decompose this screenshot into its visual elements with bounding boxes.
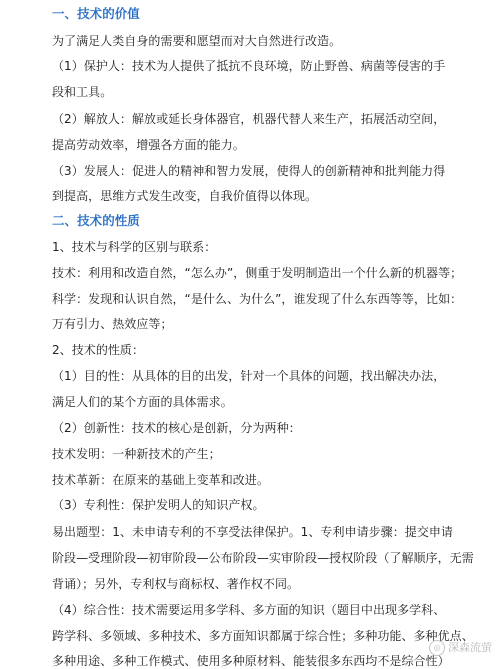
section-heading: 二、技术的性质 <box>52 213 140 228</box>
text-line: 技术革新：在原来的基础上变革和改进。 <box>52 473 269 487</box>
text-line: （2）创新性：技术的核心是创新，分为两种： <box>52 421 301 435</box>
watermark-text: 深森流萤 <box>448 641 492 654</box>
text-line: （4）综合性：技术需要运用多学科、多方面的知识（题目中出现多学科、 <box>52 603 446 617</box>
text-line: 2、技术的性质： <box>52 343 145 357</box>
text-line: 万有引力、热效应等； <box>52 317 173 331</box>
text-line: 到提高，思维方式发生改变，自我价值得以体现。 <box>52 189 318 203</box>
text-line: 技术：利用和改造自然，“怎么办”，侧重于发明制造出一个什么新的机器等； <box>52 266 463 280</box>
text-line: 背诵）；另外，专利权与商标权、著作权不同。 <box>52 577 300 591</box>
text-line: 1、技术与科学的区别与联系： <box>52 240 217 254</box>
text-line: 科学：发现和认识自然，“是什么、为什么”，谁发现了什么东西等等，比如： <box>52 292 463 306</box>
text-line: 易出题型：1、未申请专利的不享受法律保护。1、专利申请步骤：提交申请 <box>52 525 453 539</box>
section-heading: 一、技术的价值 <box>52 6 140 21</box>
text-line: 为了满足人类自身的需要和愿望而对大自然进行改造。 <box>52 34 342 48</box>
text-line: 提高劳动效率，增强各方面的能力。 <box>52 138 245 152</box>
text-line: 满足人们的某个方面的具体需求。 <box>52 395 233 409</box>
text-line: 技术发明：一种新技术的产生； <box>52 447 221 461</box>
text-line: （2）解放人：解放或延长身体器官，机器代替人来生产，拓展活动空间， <box>52 112 446 126</box>
text-line: 多种用途、多种工作模式、使用多种原材料、能装很多东西均不是综合性） <box>52 654 450 668</box>
text-line: （1）目的性：从具体的目的出发，针对一个具体的问题，找出解决办法， <box>52 369 446 383</box>
text-line: （3）专利性：保护发明人的知识产权。 <box>52 498 265 512</box>
text-line: 阶段—受理阶段—初审阶段—公布阶段—实审阶段—授权阶段（了解顺序，无需 <box>52 551 474 565</box>
watermark <box>429 640 492 656</box>
text-line: （3）发展人：促进人的精神和智力发展，使得人的创新精神和批判能力得 <box>52 164 446 178</box>
text-line: （1）保护人：技术为人提供了抵抗不良环境，防止野兽、病菌等侵害的手 <box>52 59 446 73</box>
text-line: 跨学科、多领域、多种技术、多方面知识都属于综合性；多种功能、多种优点、 <box>52 629 474 643</box>
sohu-logo-icon: ◎ <box>429 640 445 656</box>
text-line: 段和工具。 <box>52 85 113 99</box>
